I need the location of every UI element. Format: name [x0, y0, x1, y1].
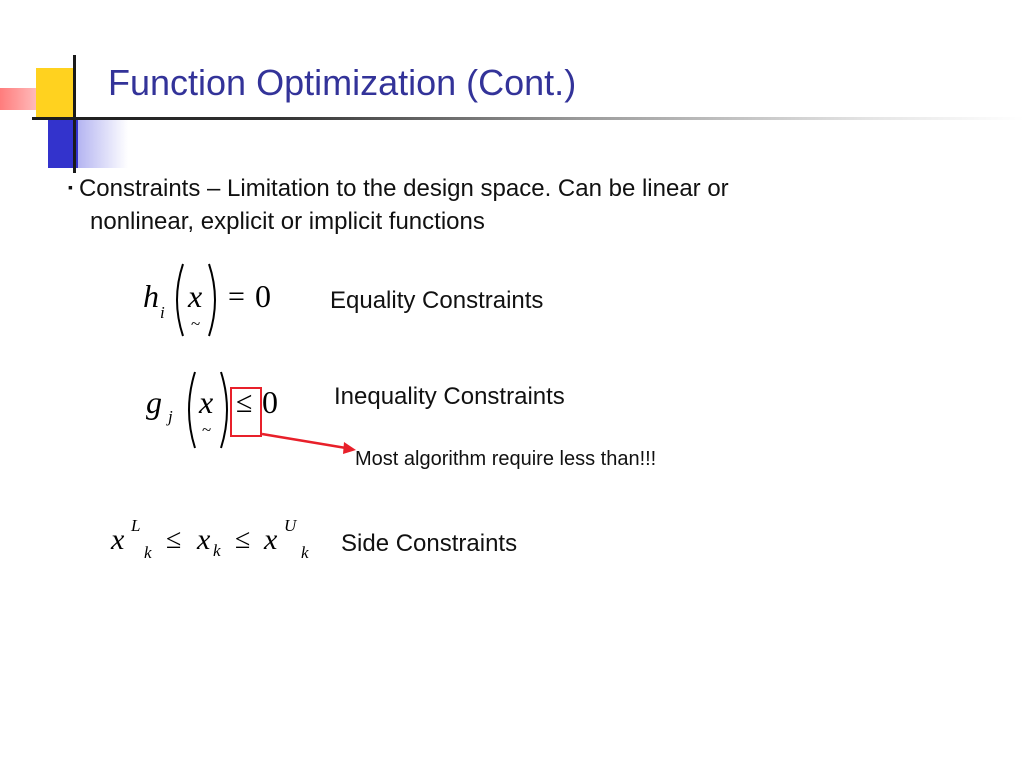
bullet-item	[68, 171, 908, 238]
bullet-marker: ▪	[68, 179, 73, 195]
decor-yellow-square	[36, 68, 76, 120]
title-divider	[32, 117, 1024, 120]
eq1-rhs: 0	[255, 278, 271, 314]
bullet-line-2: nonlinear, explicit or implicit functions	[90, 208, 485, 235]
eq2-function: g	[146, 384, 162, 420]
eq3-upper-var: x	[264, 523, 278, 556]
eq3-upper-sup: U	[284, 516, 297, 535]
eq1-variable: x	[188, 278, 203, 314]
eq2-operator: ≤	[236, 386, 253, 419]
eq3-lower-sup: L	[131, 516, 141, 535]
eq1-left-paren	[170, 262, 186, 338]
eq2-subscript: j	[168, 407, 173, 426]
decor-blue-fade	[78, 120, 128, 168]
eq1-function: h	[143, 278, 159, 314]
bullet-line-1: Constraints – Limitation to the design space. Can be linear or	[78, 175, 729, 202]
callout-arrow	[260, 428, 360, 458]
decor-vertical-line	[73, 55, 76, 173]
eq2-left-paren	[182, 370, 198, 450]
eq1-right-paren	[206, 262, 222, 338]
eq1-operator: =	[228, 280, 245, 313]
eq3-operator-1: ≤	[166, 524, 182, 555]
callout-note: Most algorithm require less than!!!	[355, 448, 657, 470]
slide-title: Function Optimization (Cont.)	[108, 62, 577, 103]
eq1-subscript: i	[160, 303, 165, 322]
eq1-tilde: ~	[191, 314, 201, 333]
eq3-upper-sub: k	[301, 543, 309, 562]
equality-label: Equality Constraints	[330, 287, 544, 314]
inequality-label: Inequality Constraints	[334, 383, 565, 410]
eq3-lower-sub: k	[144, 543, 152, 562]
eq3-middle-sub: k	[213, 541, 221, 560]
eq3-operator-2: ≤	[235, 524, 251, 555]
eq2-rhs: 0	[262, 384, 278, 420]
eq3-lower-var: x	[111, 523, 125, 556]
eq3-middle-var: x	[197, 523, 211, 556]
highlight-box	[230, 387, 262, 437]
eq2-tilde: ~	[202, 420, 212, 439]
side-label: Side Constraints	[341, 530, 518, 557]
eq2-variable: x	[199, 384, 214, 420]
